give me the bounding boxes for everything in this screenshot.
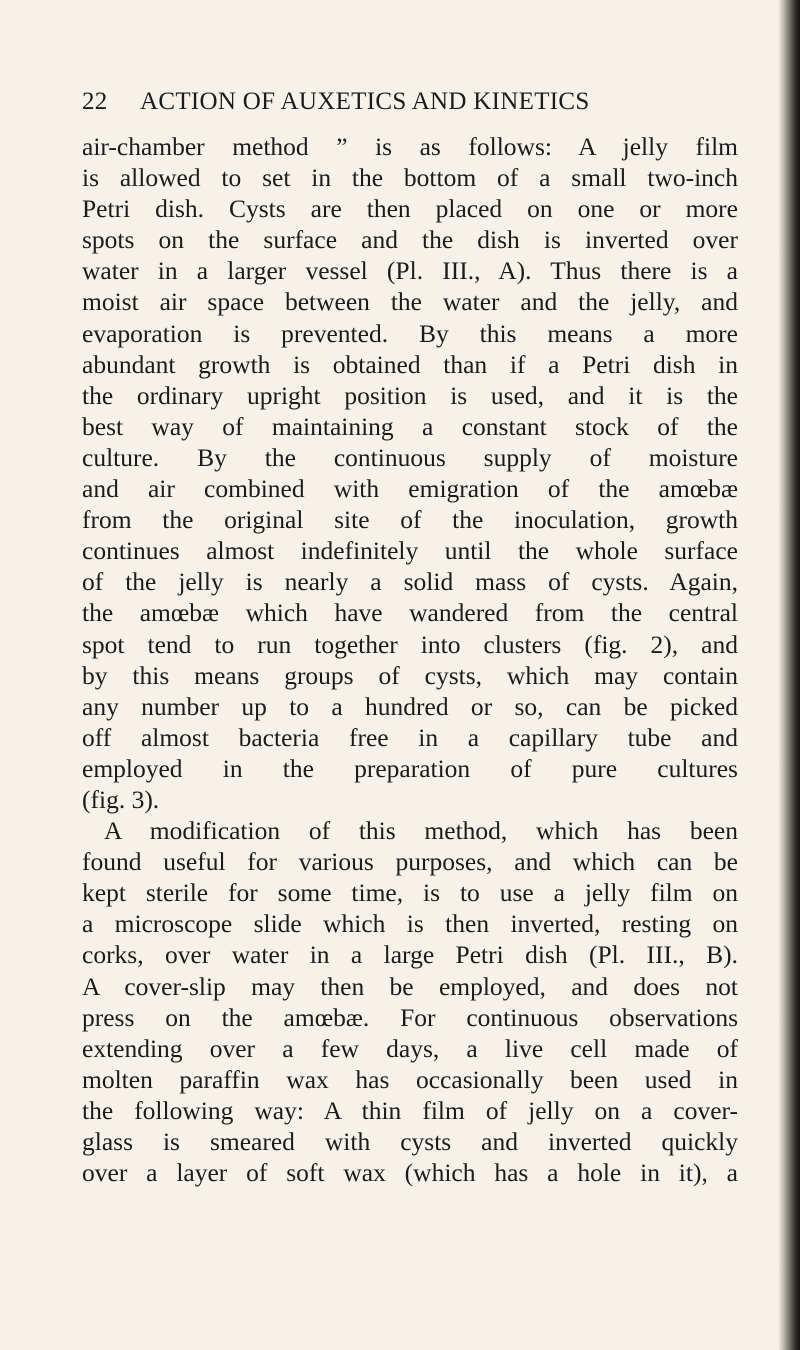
text-line: glass is smeared with cysts and inverted quickly [82,1127,738,1156]
text-line: from the original site of the inoculation, growth [82,505,738,535]
text-line: molten paraffin wax has occasionally been used in [82,1064,738,1094]
running-head-title: ACTION OF AUXETICS AND KINETICS [140,88,590,115]
text-line: a microscope slide which is then inverted, resting on [82,909,738,939]
page-binding-shadow [778,0,800,1350]
text-line: spots on the surface and the dish is inverted over [82,225,738,255]
text-line: corks, over water in a large Petri dish (Pl. III., B). [82,940,738,970]
page-number: 22 [82,88,108,115]
text-line: over a layer of soft wax (which has a hole in it), a [82,1158,738,1188]
text-line: found useful for various purposes, and which can be [82,847,738,877]
running-head [82,88,738,124]
text-line: and air combined with emigration of the amœbæ [82,474,738,504]
text-line: Petri dish. Cysts are then placed on one or more [82,194,738,224]
text-line: employed in the preparation of pure cultures [82,753,738,783]
text-line: the ordinary upright position is used, and it is the [82,380,738,410]
text-line: best way of maintaining a constant stock of the [82,411,738,441]
text-line: any number up to a hundred or so, can be picked [82,691,738,721]
text-line: the amœbæ which have wandered from the central [82,598,738,628]
body-text [82,131,738,1188]
text-line: the following way: A thin film of jelly on a cover- [82,1095,738,1125]
paragraph-2 [82,815,738,1188]
text-line: extending over a few days, a live cell made of [82,1033,738,1063]
text-line: off almost bacteria free in a capillary tube and [82,722,738,752]
text-line: air-chamber method ” is as follows: A jelly film [82,132,738,161]
book-page [82,88,738,1188]
text-line: A modification of this method, which has been [104,816,738,846]
paragraph-1 [82,131,738,815]
text-line: evaporation is prevented. By this means a more [82,318,738,348]
text-line: (fig. 3). [82,784,160,814]
text-line: kept sterile for some time, is to use a jelly film on [82,878,738,908]
text-line: moist air space between the water and the jelly, and [82,287,738,317]
text-line: by this means groups of cysts, which may contain [82,660,738,690]
text-line: abundant growth is obtained than if a Petri dish in [82,349,738,379]
text-line: is allowed to set in the bottom of a small two-inch [82,163,738,193]
text-line: of the jelly is nearly a solid mass of cysts. Again, [82,567,738,597]
text-line: A cover-slip may then be employed, and does not [82,971,738,1001]
text-line: water in a larger vessel (Pl. III., A). Thus there is a [82,256,738,286]
text-line: spot tend to run together into clusters (fig. 2), and [82,629,738,659]
text-line: continues almost indefinitely until the whole surface [82,536,738,566]
text-line: culture. By the continuous supply of moisture [82,442,738,472]
text-line: press on the amœbæ. For continuous observations [82,1002,738,1032]
